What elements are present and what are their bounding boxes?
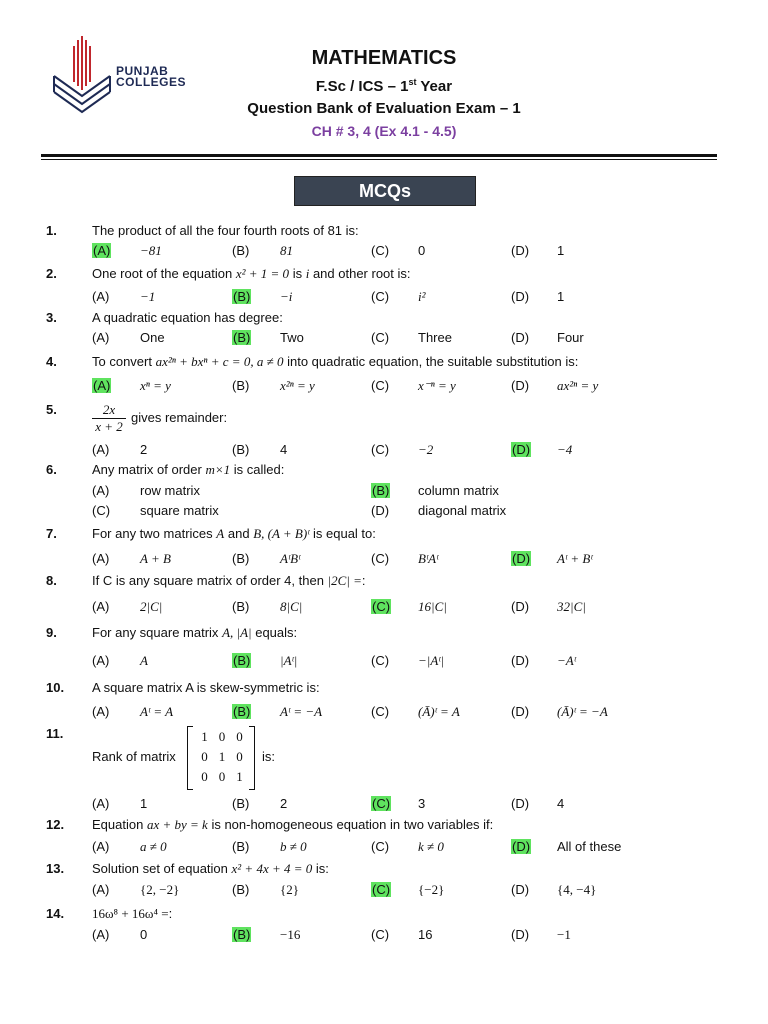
option-label-d: (D)	[512, 839, 531, 854]
question-number: 13.	[46, 861, 65, 876]
option-c: k ≠ 0	[418, 839, 444, 854]
option-c: {−2}	[418, 882, 445, 897]
option-label-c: (C)	[371, 289, 390, 304]
page-title: MATHEMATICS	[311, 47, 457, 69]
page-header	[0, 0, 768, 150]
option-label-b: (B)	[233, 653, 251, 668]
section-heading-mcqs: MCQs	[294, 176, 476, 206]
option-b: 2	[280, 796, 288, 811]
option-b: column matrix	[418, 483, 499, 498]
option-c: BᵗAᵗ	[418, 551, 439, 566]
option-c: (Ā)ᵗ = A	[418, 704, 460, 719]
option-label-b: (B)	[233, 927, 251, 942]
option-d: Four	[557, 330, 584, 345]
option-label-c: (C)	[371, 378, 390, 393]
option-label-d: (D)	[511, 882, 530, 897]
options-row	[0, 882, 768, 900]
options-row	[0, 378, 768, 396]
question-number: 12.	[46, 817, 65, 832]
question-text: One root of the equation x² + 1 = 0 is i and other root is:	[92, 266, 411, 281]
option-b: −i	[280, 289, 293, 304]
option-label-b: (B)	[232, 442, 250, 457]
option-label-a: (A)	[92, 882, 110, 897]
option-a: 0	[140, 927, 148, 942]
options-row	[0, 330, 768, 348]
option-d: 4	[557, 796, 565, 811]
option-label-a: (A)	[92, 653, 110, 668]
fraction-expression	[92, 402, 126, 435]
question-number: 9.	[46, 625, 57, 640]
option-label-a: (A)	[92, 289, 110, 304]
option-label-a: (A)	[92, 330, 110, 345]
header-divider-thick	[41, 154, 717, 157]
fraction-numerator: 2x	[92, 402, 126, 419]
fraction-denominator: x + 2	[95, 419, 123, 434]
question-text: The product of all the four fourth roots of 81 is:	[92, 223, 359, 238]
option-label-d: (D)	[511, 599, 530, 614]
question-text: Any matrix of order m×1 is called:	[92, 462, 285, 477]
option-b: b ≠ 0	[280, 839, 307, 854]
option-label-d: (D)	[511, 927, 530, 942]
option-c: Three	[418, 330, 452, 345]
option-d: (Ā)ᵗ = −A	[557, 704, 608, 719]
option-a: Aᵗ = A	[140, 704, 174, 719]
option-d: ax²ⁿ = y	[557, 378, 599, 393]
option-b: Two	[280, 330, 304, 345]
options-row	[0, 704, 768, 722]
option-label-d: (D)	[511, 378, 530, 393]
question-text: For any square matrix A, |A| equals:	[92, 625, 298, 640]
option-c: 16|C|	[418, 599, 447, 614]
option-label-a: (A)	[92, 483, 110, 498]
option-c: 0	[418, 243, 426, 258]
option-label-a: (A)	[92, 839, 110, 854]
header-divider-thin	[41, 159, 717, 160]
options-row	[0, 289, 768, 307]
option-a: row matrix	[140, 483, 200, 498]
exam-title: Question Bank of Evaluation Exam – 1	[247, 100, 521, 117]
option-b: {2}	[280, 882, 299, 897]
chapter-range: CH # 3, 4 (Ex 4.1 - 4.5)	[311, 123, 457, 139]
option-label-c: (C)	[372, 796, 391, 811]
option-d: 32|C|	[557, 599, 586, 614]
question-number: 7.	[46, 526, 57, 541]
option-a: −1	[140, 289, 156, 304]
option-label-c: (C)	[371, 839, 390, 854]
option-c: square matrix	[140, 503, 219, 518]
option-label-b: (B)	[232, 796, 250, 811]
option-label-d: (D)	[511, 289, 530, 304]
option-label-c: (C)	[371, 551, 390, 566]
option-label-b: (B)	[233, 704, 251, 719]
option-label-a: (A)	[92, 927, 110, 942]
option-label-d: (D)	[511, 704, 530, 719]
option-c: −2	[418, 442, 434, 457]
question-number: 11.	[46, 726, 64, 741]
option-label-b: (B)	[233, 289, 251, 304]
option-label-c: (C)	[372, 599, 391, 614]
question-text: Solution set of equation x² + 4x + 4 = 0 is:	[92, 861, 329, 876]
option-label-a: (A)	[93, 378, 111, 393]
question-number: 6.	[46, 462, 57, 477]
question-number: 8.	[46, 573, 57, 588]
question-text: To convert ax²ⁿ + bxⁿ + c = 0, a ≠ 0 into quadratic equation, the suitable substitution is:	[92, 354, 579, 369]
option-d: −Aᵗ	[557, 653, 576, 668]
option-label-a: (A)	[92, 704, 110, 719]
options-row	[0, 243, 768, 261]
options-row	[0, 839, 768, 857]
option-label-d: (D)	[511, 243, 530, 258]
option-label-c: (C)	[92, 503, 111, 518]
option-label-c: (C)	[371, 442, 390, 457]
option-b: |Aᵗ|	[280, 653, 298, 668]
question-text: Rank of matrix	[92, 749, 176, 764]
options-row	[0, 599, 768, 617]
options-row	[0, 927, 768, 945]
option-a: xⁿ = y	[140, 378, 171, 393]
option-label-a: (A)	[92, 551, 110, 566]
option-d: All of these	[557, 839, 622, 854]
option-label-c: (C)	[372, 882, 391, 897]
option-d: diagonal matrix	[418, 503, 507, 518]
option-label-a: (A)	[93, 243, 111, 258]
option-c: x⁻ⁿ = y	[418, 378, 456, 393]
option-a: 2	[140, 442, 148, 457]
question-number: 10.	[46, 680, 65, 695]
option-label-a: (A)	[92, 796, 110, 811]
option-a: 1	[140, 796, 148, 811]
option-label-c: (C)	[371, 330, 390, 345]
option-label-b: (B)	[232, 551, 250, 566]
option-a: One	[140, 330, 165, 345]
option-label-b: (B)	[232, 882, 250, 897]
option-d: −1	[557, 927, 571, 942]
options-row	[0, 442, 768, 460]
identity-matrix: 1 0 0 0 1 0 0 0 1	[187, 726, 255, 788]
question-text: gives remainder:	[131, 410, 228, 425]
option-label-c: (C)	[371, 927, 390, 942]
option-label-b: (B)	[232, 839, 250, 854]
option-label-d: (D)	[511, 330, 530, 345]
option-d: −4	[557, 442, 573, 457]
course-subtitle: F.Sc / ICS – 1st Year	[315, 77, 453, 95]
options-row	[0, 483, 768, 501]
option-b: 4	[280, 442, 288, 457]
option-b: Aᵗ = −A	[280, 704, 323, 719]
option-c: −|Aᵗ|	[418, 653, 445, 668]
question-text: If C is any square matrix of order 4, then |2C| =:	[92, 573, 366, 588]
option-b: −16	[280, 927, 301, 942]
option-label-d: (D)	[511, 653, 530, 668]
option-a: A + B	[140, 551, 171, 566]
question-text: 16ω⁸ + 16ω⁴ =:	[92, 906, 173, 921]
question-text-suffix: is:	[262, 749, 275, 764]
option-d: {4, −4}	[557, 882, 597, 897]
option-label-b: (B)	[232, 378, 250, 393]
option-a: {2, −2}	[140, 882, 180, 897]
option-d: Aᵗ + Bᵗ	[557, 551, 593, 566]
question-text: For any two matrices A and B, (A + B)ᵗ is equal to:	[92, 526, 376, 541]
option-d: 1	[557, 243, 565, 258]
option-a: A	[140, 653, 148, 668]
option-b: 81	[280, 243, 293, 258]
option-label-c: (C)	[371, 704, 390, 719]
option-label-b: (B)	[372, 483, 390, 498]
option-b: AᵗBᵗ	[280, 551, 301, 566]
question-number: 4.	[46, 354, 57, 369]
option-b: 8|C|	[280, 599, 303, 614]
question-number: 2.	[46, 266, 57, 281]
question-text: A square matrix A is skew-symmetric is:	[92, 680, 320, 695]
option-label-b: (B)	[233, 330, 251, 345]
question-number: 3.	[46, 310, 57, 325]
option-label-a: (A)	[92, 599, 110, 614]
option-c: 16	[418, 927, 433, 942]
question-number: 14.	[46, 906, 65, 921]
question-number: 5.	[46, 402, 57, 417]
logo-text-line1: PUNJAB	[116, 64, 169, 78]
option-label-b: (B)	[232, 599, 250, 614]
option-label-d: (D)	[512, 551, 531, 566]
option-d: 1	[557, 289, 565, 304]
option-c: i²	[418, 289, 426, 304]
option-label-d: (D)	[371, 503, 390, 518]
option-label-a: (A)	[92, 442, 110, 457]
option-c: 3	[418, 796, 426, 811]
question-text: Equation ax + by = k is non-homogeneous equation in two variables if:	[92, 817, 494, 832]
option-label-c: (C)	[371, 243, 390, 258]
options-row	[0, 653, 768, 671]
question-number: 1.	[46, 223, 57, 238]
option-label-c: (C)	[371, 653, 390, 668]
logo-text-line2: COLLEGES	[116, 75, 187, 89]
option-b: x²ⁿ = y	[280, 378, 315, 393]
question-text: A quadratic equation has degree:	[92, 310, 283, 325]
options-row	[0, 503, 768, 521]
option-label-d: (D)	[512, 442, 531, 457]
option-label-d: (D)	[511, 796, 530, 811]
option-a: a ≠ 0	[140, 839, 167, 854]
option-a: 2|C|	[140, 599, 163, 614]
option-label-b: (B)	[232, 243, 250, 258]
options-row	[0, 796, 768, 814]
option-a: −81	[140, 243, 162, 258]
options-row	[0, 551, 768, 569]
